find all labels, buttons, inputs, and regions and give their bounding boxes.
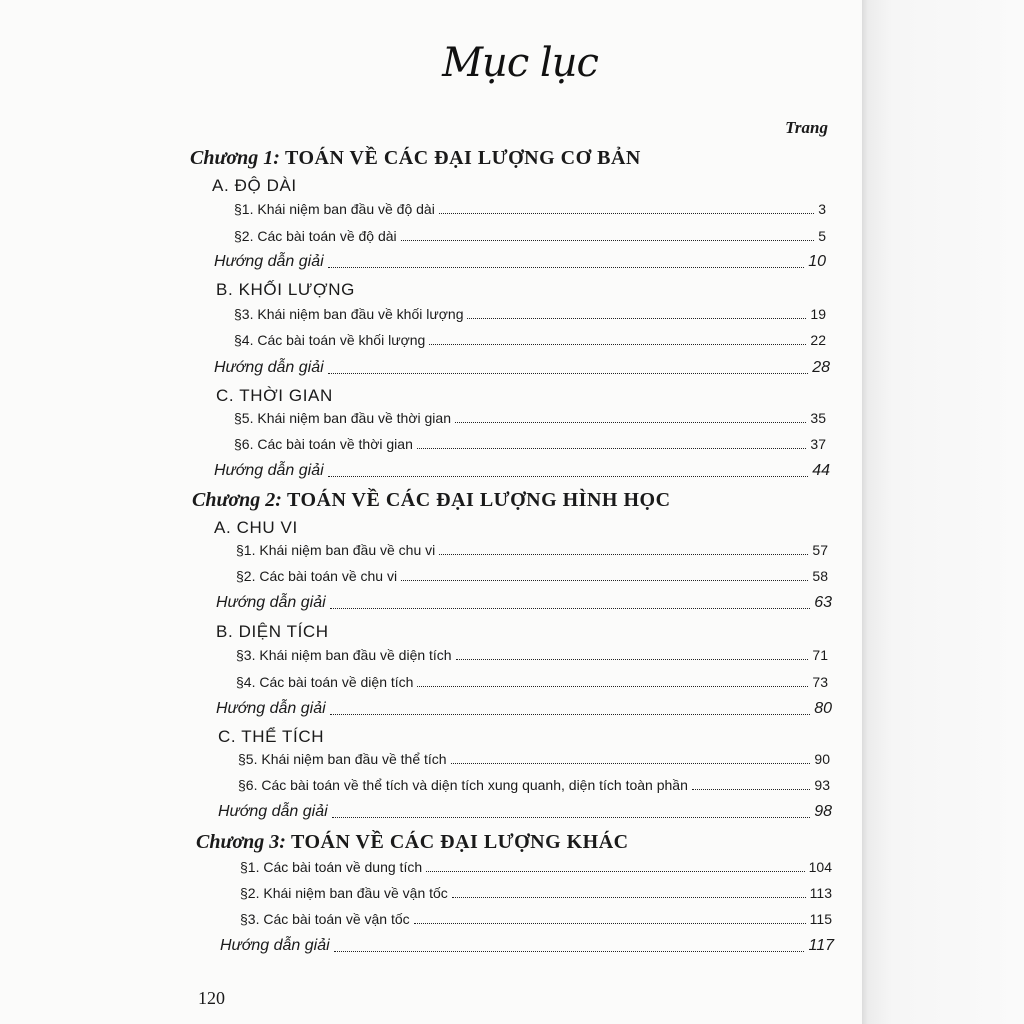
toc-entry-label: §6. Các bài toán về thể tích và diện tích xung quanh, diện tích toàn phần	[238, 777, 688, 793]
chapter-number: Chương 2:	[192, 489, 282, 511]
toc-guide-entry[interactable]	[214, 359, 830, 377]
leader-dots	[330, 607, 811, 609]
toc-entry-page: 117	[808, 937, 834, 954]
chapter-heading	[196, 831, 629, 854]
toc-entry-page: 44	[812, 462, 830, 479]
toc-entry-page: 3	[818, 201, 826, 217]
toc-entry-label: §3. Các bài toán về vận tốc	[240, 911, 410, 927]
leader-dots	[328, 372, 809, 374]
leader-dots	[401, 239, 815, 241]
toc-entry-page: 98	[814, 803, 832, 820]
toc-entry-label: Hướng dẫn giải	[218, 803, 328, 820]
toc-entry[interactable]	[234, 410, 826, 426]
toc-entry-page: 10	[808, 253, 826, 270]
toc-entry-page: 90	[814, 751, 830, 767]
toc-entry-page: 63	[814, 594, 832, 611]
leader-dots	[452, 896, 806, 898]
leader-dots	[455, 421, 806, 423]
toc-guide-entry[interactable]	[216, 700, 832, 718]
toc-entry-label: Hướng dẫn giải	[214, 253, 324, 270]
toc-entry-page: 58	[812, 568, 828, 584]
toc-entry-label: §3. Khái niệm ban đầu về khối lượng	[234, 306, 464, 322]
section-heading: B. DIỆN TÍCH	[216, 622, 329, 641]
leader-dots	[417, 685, 808, 687]
chapter-number: Chương 1:	[190, 147, 280, 169]
toc-entry-page: 37	[810, 436, 826, 452]
section-heading: B. KHỐI LƯỢNG	[216, 280, 355, 299]
toc-entry[interactable]	[236, 647, 828, 663]
toc-entry-page: 57	[812, 542, 828, 558]
leader-dots	[401, 579, 808, 581]
chapter-title: TOÁN VỀ CÁC ĐẠI LƯỢNG HÌNH HỌC	[286, 489, 671, 511]
toc-entry-page: 113	[809, 885, 832, 901]
toc-entry-label: §2. Các bài toán về chu vi	[236, 568, 398, 584]
leader-dots	[439, 553, 808, 555]
toc-entry[interactable]	[236, 674, 828, 690]
chapter-number: Chương 3:	[196, 831, 286, 853]
leader-dots	[328, 266, 805, 268]
leader-dots	[334, 950, 805, 952]
toc-guide-entry[interactable]	[220, 937, 834, 955]
toc-entry-page: 115	[809, 911, 832, 927]
toc-entry-label: Hướng dẫn giải	[216, 594, 326, 611]
leader-dots	[426, 870, 805, 872]
leader-dots	[467, 317, 806, 319]
page-column-label: Trang	[785, 118, 828, 137]
leader-dots	[456, 658, 809, 660]
toc-entry[interactable]	[240, 885, 832, 901]
toc-guide-entry[interactable]	[218, 803, 832, 821]
toc-entry-page: 22	[810, 332, 826, 348]
chapter-heading	[192, 489, 671, 512]
section-heading: C. THỜI GIAN	[216, 386, 333, 405]
leader-dots	[429, 343, 806, 345]
leader-dots	[332, 816, 811, 818]
page-edge-shadow	[862, 0, 1024, 1024]
toc-entry-label: §5. Khái niệm ban đầu về thời gian	[234, 410, 451, 426]
page-number: 120	[198, 988, 225, 1008]
toc-entry-label: Hướng dẫn giải	[214, 359, 324, 376]
toc-entry[interactable]	[238, 751, 830, 767]
toc-entry[interactable]	[234, 436, 826, 452]
toc-entry-label: §4. Các bài toán về diện tích	[236, 674, 414, 690]
page-title: Mục lục	[442, 40, 598, 86]
toc-entry[interactable]	[234, 306, 826, 322]
chapter-title: TOÁN VỀ CÁC ĐẠI LƯỢNG KHÁC	[290, 831, 629, 853]
leader-dots	[417, 447, 807, 449]
toc-entry[interactable]	[234, 332, 826, 348]
leader-dots	[692, 788, 811, 790]
toc-entry[interactable]	[236, 568, 828, 584]
leader-dots	[439, 212, 814, 214]
toc-entry-label: §1. Các bài toán về dung tích	[240, 859, 423, 875]
toc-entry-label: §3. Khái niệm ban đầu về diện tích	[236, 647, 452, 663]
toc-entry-label: §5. Khái niệm ban đầu về thể tích	[238, 751, 447, 767]
toc-entry-label: Hướng dẫn giải	[216, 700, 326, 717]
toc-entry-label: §4. Các bài toán về khối lượng	[234, 332, 426, 348]
toc-entry-page: 35	[810, 410, 826, 426]
toc-entry-page: 104	[808, 859, 832, 875]
toc-entry-page: 71	[812, 647, 828, 663]
toc-guide-entry[interactable]	[214, 462, 830, 480]
toc-entry-page: 93	[814, 777, 830, 793]
section-heading: A. ĐỘ DÀI	[212, 176, 297, 195]
toc-entry-label: §2. Khái niệm ban đầu về vận tốc	[240, 885, 448, 901]
section-heading: A. CHU VI	[214, 518, 298, 537]
toc-guide-entry[interactable]	[216, 594, 832, 612]
toc-entry-page: 28	[812, 359, 830, 376]
toc-entry-label: §6. Các bài toán về thời gian	[234, 436, 413, 452]
toc-entry-label: §2. Các bài toán về độ dài	[234, 228, 397, 244]
leader-dots	[414, 922, 806, 924]
toc-entry[interactable]	[236, 542, 828, 558]
chapter-heading	[190, 147, 641, 170]
section-heading: C. THỂ TÍCH	[218, 727, 325, 746]
toc-entry[interactable]	[240, 859, 832, 875]
toc-entry-page: 80	[814, 700, 832, 717]
toc-entry-page: 73	[812, 674, 828, 690]
toc-entry[interactable]	[240, 911, 832, 927]
toc-entry[interactable]	[234, 228, 826, 244]
leader-dots	[330, 713, 811, 715]
toc-entry-label: Hướng dẫn giải	[220, 937, 330, 954]
toc-entry[interactable]	[238, 777, 830, 793]
leader-dots	[451, 762, 811, 764]
leader-dots	[328, 475, 809, 477]
toc-entry[interactable]	[234, 201, 826, 217]
toc-entry-page: 19	[810, 306, 826, 322]
toc-guide-entry[interactable]	[214, 253, 826, 271]
toc-entry-label: §1. Khái niệm ban đầu về độ dài	[234, 201, 435, 217]
toc-entry-page: 5	[818, 228, 826, 244]
toc-entry-label: §1. Khái niệm ban đầu về chu vi	[236, 542, 436, 558]
toc-entry-label: Hướng dẫn giải	[214, 462, 324, 479]
chapter-title: TOÁN VỀ CÁC ĐẠI LƯỢNG CƠ BẢN	[284, 147, 641, 169]
